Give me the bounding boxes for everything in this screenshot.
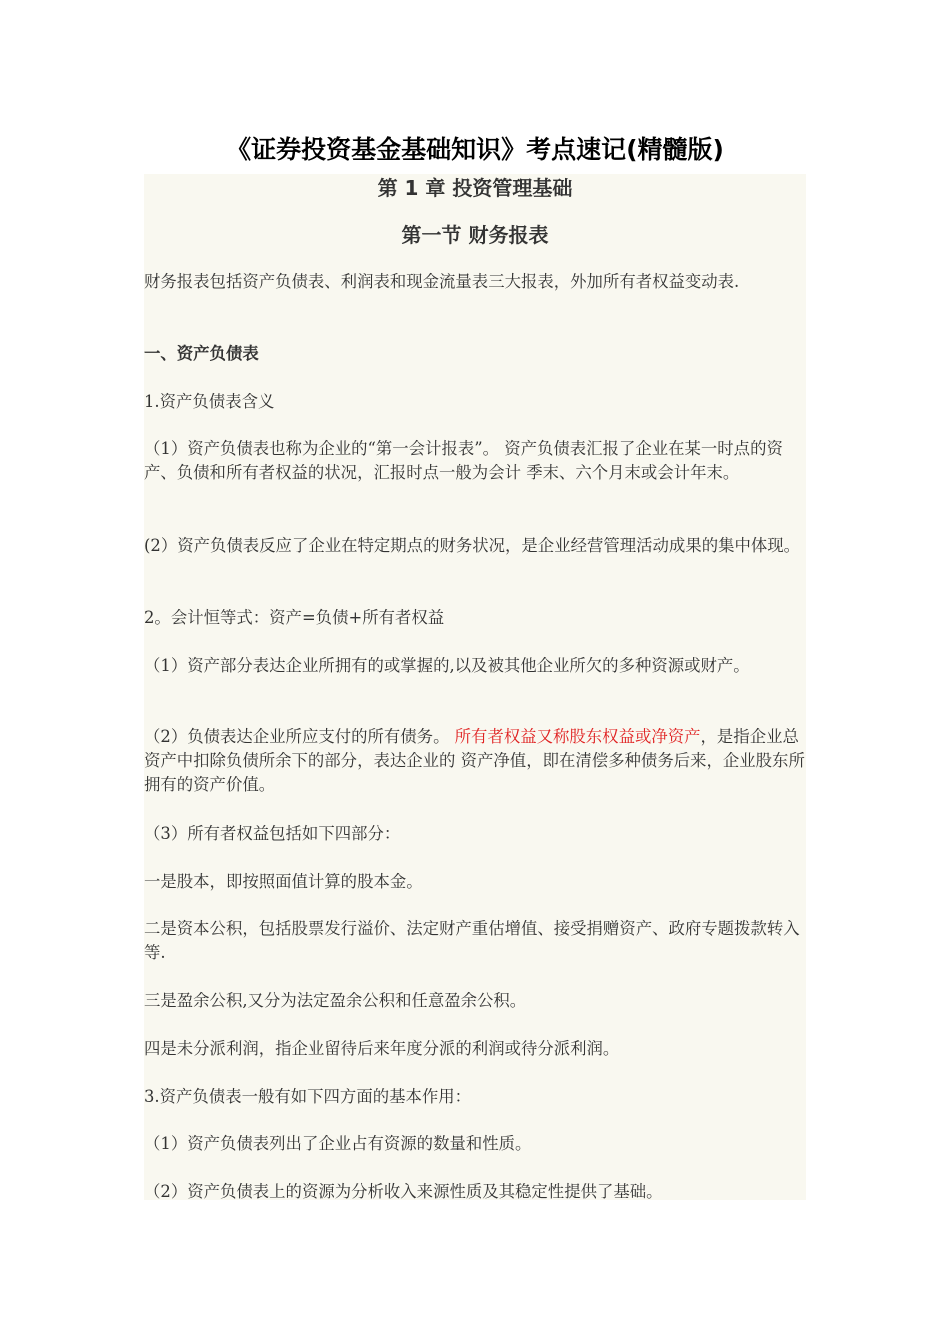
paragraph-definition-1: （1）资产负债表也称为企业的“第一会计报表”。 资产负债表汇报了企业在某一时点的资产、负债和所有者权益的状况，汇报时点一般为会计 季末、六个月末或会计年末。 [144, 439, 783, 482]
paragraph-function-1: （1）资产负债表列出了企业占有资源的数量和性质。 [144, 1134, 532, 1153]
paragraph-function-2: （2）资产负债表上的资源为分析收入来源性质及其稳定性提供了基础。 [144, 1182, 663, 1201]
paragraph-definition-2: (2）资产负债表反应了企业在特定期点的财务状况，是企业经营管理活动成果的集中体现。 [144, 536, 801, 555]
subheading-balance-sheet: 一、资产负债表 [144, 344, 259, 363]
paragraph-assets: （1）资产部分表达企业所拥有的或掌握的,以及被其他企业所欠的多种资源或财产。 [144, 656, 750, 675]
document-title: 《证券投资基金基础知识》考点速记(精髓版) [226, 135, 724, 164]
paragraph-liabilities [144, 725, 806, 797]
paragraph-capital-reserve: 二是资本公积，包括股票发行溢价、法定财产重估增值、接受捐赠资产、政府专题拨款转入等. [144, 919, 800, 962]
paragraph-surplus-reserve: 三是盈余公积,又分为法定盈余公积和任意盈余公积。 [144, 991, 527, 1010]
equity-highlight: 所有者权益又称股东权益或净资产 [454, 727, 701, 746]
equity-definition-text: ，是指企业总资产中扣除负债所余下的部分，表达企业的 资产净值，即在清偿多种债务后来，企业股东所拥有的资产价值。 [144, 727, 805, 794]
paragraph-equation: 2。会计恒等式：资产=负债+所有者权益 [144, 608, 445, 627]
paragraph-functions-title: 3.资产负债表一般有如下四方面的基本作用： [144, 1087, 472, 1106]
intro-paragraph: 财务报表包括资产负债表、利润表和现金流量表三大报表，外加所有者权益变动表. [144, 272, 740, 291]
paragraph-share-capital: 一是股本，即按照面值计算的股本金。 [144, 872, 423, 891]
paragraph-undistributed-profit: 四是未分派利润，指企业留待后来年度分派的利润或待分派利润。 [144, 1039, 620, 1058]
paragraph-definition-title: 1.资产负债表含义 [144, 392, 275, 411]
section-heading: 第一节 财务报表 [401, 223, 549, 247]
chapter-heading: 第 1 章 投资管理基础 [377, 176, 573, 200]
liabilities-text: （2）负债表达企业所应支付的所有债务。 [144, 727, 455, 746]
paragraph-equity-parts: （3）所有者权益包括如下四部分： [144, 824, 401, 843]
